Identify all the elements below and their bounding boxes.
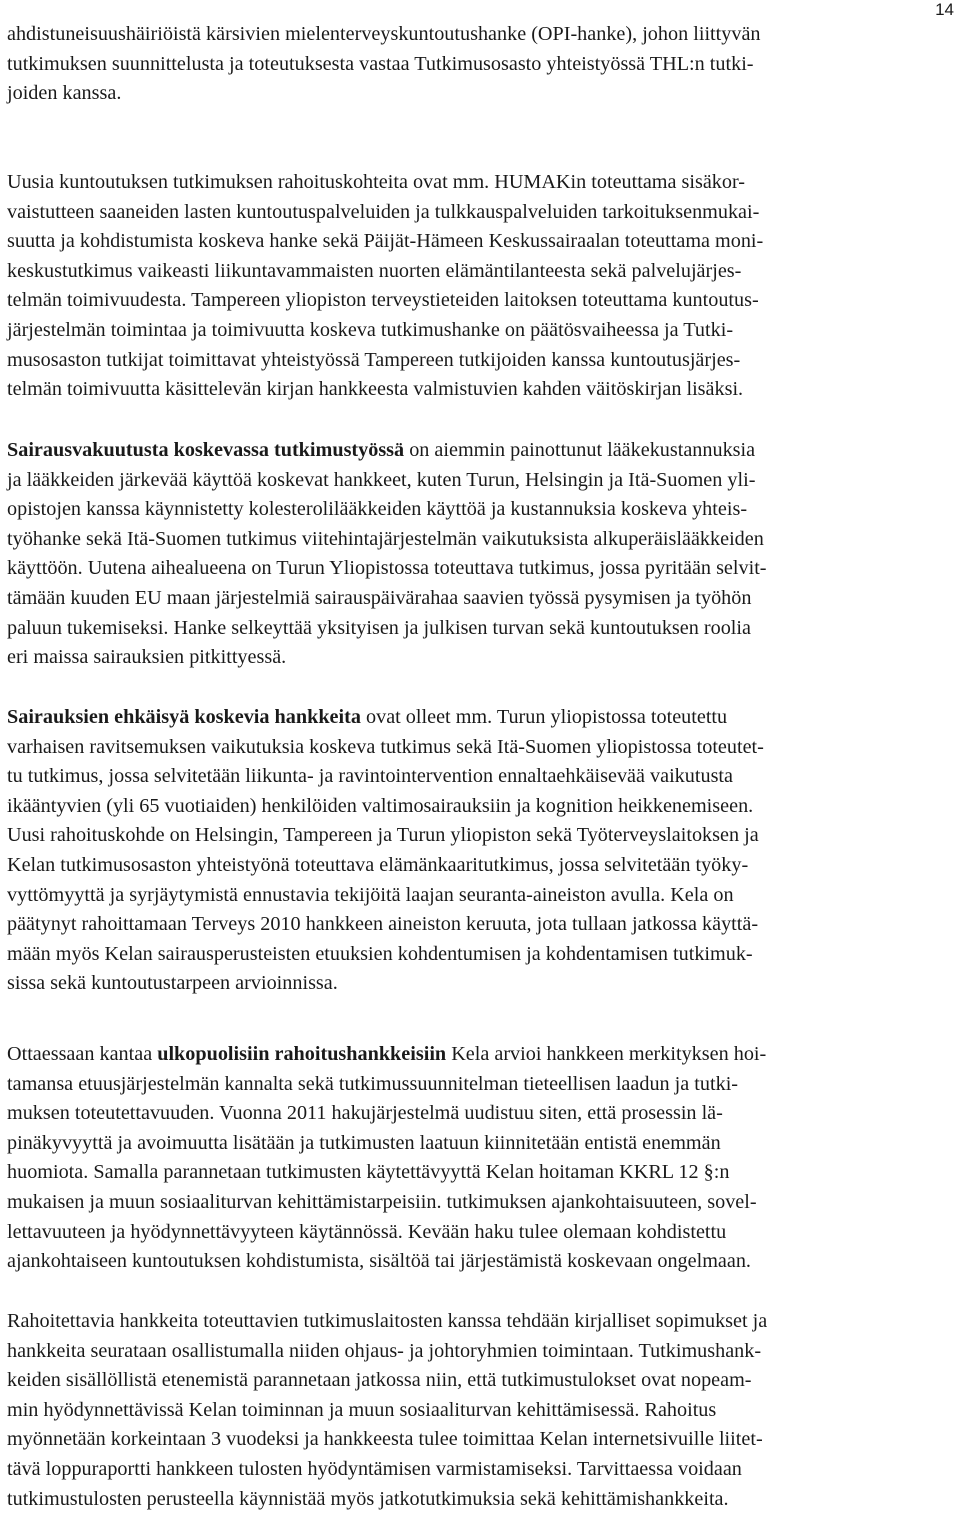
body-text: tävä loppuraportti hankkeen tulosten hyödyntämisen varmistamiseksi. Tarvittaessa voidaan	[7, 1457, 742, 1480]
text-line	[7, 1396, 957, 1426]
body-text: musosaston tutkijat toimittavat yhteistyössä Tampereen tutkijoiden kanssa kuntoutusjärjes-	[7, 348, 741, 371]
text-line	[7, 1099, 957, 1129]
text-line	[7, 554, 957, 584]
body-text: mukaisen ja muun sosiaaliturvan kehittämistarpeisiin. tutkimuksen ajankohtaisuuteen, sovel-	[7, 1190, 757, 1213]
body-text: huomiota. Samalla parannetaan tutkimusten käytettävyyttä Kelan hoitaman KKRL 12 §:n	[7, 1161, 730, 1184]
text-line	[7, 257, 957, 287]
body-text: tu tutkimus, jossa selvitetään liikunta- ja ravintointervention ennaltaehkäisevää vaikutusta	[7, 765, 733, 788]
text-line	[7, 227, 957, 257]
text-line	[7, 792, 957, 822]
paragraph-sickness-insurance-research	[7, 436, 957, 673]
text-line	[7, 168, 957, 198]
text-line	[7, 1366, 957, 1396]
body-text: telmän toimivuudesta. Tampereen yliopiston terveystieteiden laitoksen toteuttama kuntoutus-	[7, 289, 759, 312]
bold-heading-text: Sairausvakuutusta koskevassa tutkimustyössä	[7, 439, 405, 461]
paragraph-rehabilitation-research	[7, 168, 957, 405]
text-line	[7, 940, 957, 970]
body-text: työhanke sekä Itä-Suomen tutkimus viitehintajärjestelmän vaikutuksista alkuperäislääkkeiden	[7, 527, 764, 550]
text-line	[7, 316, 957, 346]
body-text: sissa sekä kuntoutustarpeen arvioinnissa.	[7, 972, 338, 995]
body-text: järjestelmän toimintaa ja toimivuutta koskeva tutkimushanke on päätösvaiheessa ja Tutki-	[7, 318, 734, 341]
body-text: pinäkyvyyttä ja avoimuutta lisätään ja tutkimusten laatuun kiinnitetään entistä enemmän	[7, 1131, 721, 1154]
text-line	[7, 762, 957, 792]
body-text: opistojen kanssa käynnistetty kolesterolilääkkeiden käyttöä ja kustannuksia koskeva yhteis-	[7, 498, 748, 521]
text-line	[7, 436, 957, 466]
body-text: Rahoitettavia hankkeita toteuttavien tutkimuslaitosten kanssa tehdään kirjalliset sopimukset ja	[7, 1310, 768, 1332]
text-line	[7, 495, 957, 525]
text-line	[7, 1307, 957, 1337]
text-line	[7, 1188, 957, 1218]
text-line	[7, 643, 957, 673]
text-line	[7, 821, 957, 851]
body-text: vaistutteen saaneiden lasten kuntoutuspalveluiden ja tulkkauspalveluiden tarkoituksenmukai-	[7, 200, 760, 223]
text-line	[7, 466, 957, 496]
text-line	[7, 1455, 957, 1485]
text-line	[7, 525, 957, 555]
text-line	[7, 1158, 957, 1188]
paragraph-opi-project	[7, 20, 957, 109]
body-text: ahdistuneisuushäiriöistä kärsivien mielenterveyskuntoutushanke (OPI-hanke), johon liittyvän	[7, 23, 761, 45]
body-text: tutkimuksen suunnittelusta ja toteutuksesta vastaa Tutkimusosasto yhteistyössä THL:n tutki-	[7, 52, 754, 75]
text-line	[7, 1485, 957, 1515]
text-line	[7, 1070, 957, 1100]
text-line	[7, 286, 957, 316]
body-text: hankkeita seurataan osallistumalla niiden ohjaus- ja johtoryhmien toimintaan. Tutkimushank-	[7, 1339, 762, 1362]
text-line	[7, 851, 957, 881]
body-text: varhaisen ravitsemuksen vaikutuksia koskeva tutkimus sekä Itä-Suomen yliopistossa toteutet-	[7, 735, 764, 758]
body-text: myönnetään korkeintaan 3 vuodeksi ja hankkeesta tulee toimittaa Kelan internetsivuille liitet-	[7, 1428, 763, 1451]
body-text: Uusi rahoituskohde on Helsingin, Tampereen ja Turun yliopiston sekä Työterveyslaitoksen ja	[7, 824, 759, 847]
text-line	[7, 20, 957, 50]
body-text: tämään kuuden EU maan järjestelmiä sairauspäivärahaa saavien työssä pysymisen ja työhön	[7, 586, 752, 609]
body-text: Kela arvioi hankkeen merkityksen hoi-	[446, 1043, 767, 1065]
body-text: eri maissa sairauksien pitkittyessä.	[7, 646, 287, 669]
body-text: ovat olleet mm. Turun yliopistossa toteutettu	[360, 706, 728, 728]
body-text: tutkimustulosten perusteella käynnistää myös jatkotutkimuksia sekä kehittämishankkeita.	[7, 1487, 729, 1510]
text-line	[7, 346, 957, 376]
body-text: suutta ja kohdistumista koskeva hanke sekä Päijät-Hämeen Keskussairaalan toteuttama moni-	[7, 230, 764, 253]
text-line	[7, 703, 957, 733]
body-text: joiden kanssa.	[7, 82, 122, 105]
body-text: Kelan tutkimusosaston yhteistyönä toteuttava elämänkaaritutkimus, jossa selvitetään työky-	[7, 853, 749, 876]
body-text: ikääntyvien (yli 65 vuotiaiden) henkilöiden valtimosairauksiin ja kognition heikkenemiseen.	[7, 794, 754, 817]
body-text: tamansa etuusjärjestelmän kannalta sekä tutkimussuunnitelman tieteellisen laadun ja tutki-	[7, 1072, 739, 1095]
text-line	[7, 198, 957, 228]
bold-heading-text: Sairauksien ehkäisyä koskevia hankkeita	[7, 706, 361, 728]
body-text: keiden sisällöllistä etenemistä parannetaan jatkossa niin, että tutkimustulokset ovat nopeam-	[7, 1369, 752, 1392]
body-text: vyttömyyttä ja syrjäytymistä ennustavia tekijöitä laajan seuranta-aineiston avulla. Kela on	[7, 883, 734, 906]
paragraph-contracts-and-monitoring	[7, 1307, 957, 1514]
text-line	[7, 969, 957, 999]
text-line	[7, 910, 957, 940]
body-text: lettavuuteen ja hyödynnettävyyteen käytännössä. Kevään haku tulee olemaan kohdistettu	[7, 1220, 727, 1243]
text-line	[7, 1040, 957, 1070]
text-line	[7, 50, 957, 80]
text-line	[7, 1425, 957, 1455]
text-line	[7, 1218, 957, 1248]
text-line	[7, 584, 957, 614]
body-text: on aiemmin painottunut lääkekustannuksia	[404, 439, 756, 461]
text-line	[7, 614, 957, 644]
body-text: paluun tukemiseksi. Hanke selkeyttää yksityisen ja julkisen turvan sekä kuntoutuksen roolia	[7, 616, 751, 639]
body-text: keskustutkimus vaikeasti liikuntavammaisten nuorten elämäntilanteesta sekä palvelujärjes-	[7, 259, 742, 282]
body-text: telmän toimivuutta käsittelevän kirjan hankkeesta valmistuvien kahden väitöskirjan lisäksi.	[7, 378, 744, 401]
text-line	[7, 79, 957, 109]
body-text: päätynyt rahoittamaan Terveys 2010 hankkeen aineiston keruuta, jota tullaan jatkossa käyttä-	[7, 913, 759, 936]
text-line	[7, 375, 957, 405]
paragraph-disease-prevention-projects	[7, 703, 957, 999]
body-text: min hyödynnettävissä Kelan toiminnan ja muun sosiaaliturvan kehittämisessä. Rahoitus	[7, 1398, 717, 1421]
body-text: Ottaessaan kantaa	[7, 1043, 158, 1065]
body-text: muksen toteutettavuuden. Vuonna 2011 hakujärjestelmä uudistuu siten, että prosessin lä-	[7, 1102, 723, 1125]
text-line	[7, 733, 957, 763]
body-text: mään myös Kelan sairausperusteisten etuuksien kohdentumisen ja kohdentamisen tutkimuk-	[7, 942, 753, 965]
body-text: Uusia kuntoutuksen tutkimuksen rahoituskohteita ovat mm. HUMAKin toteuttama sisäkor-	[7, 171, 746, 193]
page-number: 14	[935, 0, 954, 19]
bold-heading-text: ulkopuolisiin rahoitushankkeisiin	[157, 1043, 447, 1065]
body-text: käyttöön. Uutena aihealueena on Turun Yliopistossa toteuttava tutkimus, jossa pyritään selvit-	[7, 557, 767, 580]
text-line	[7, 1129, 957, 1159]
body-text: ajankohtaiseen kuntoutuksen kohdistumista, sisältöä tai järjestämistä koskevaan ongelmaan.	[7, 1250, 751, 1273]
text-line	[7, 1337, 957, 1367]
paragraph-external-funding-projects	[7, 1040, 957, 1277]
body-text: ja lääkkeiden järkevää käyttöä koskevat hankkeet, kuten Turun, Helsingin ja Itä-Suomen yli-	[7, 468, 756, 491]
text-line	[7, 1247, 957, 1277]
text-line	[7, 881, 957, 911]
